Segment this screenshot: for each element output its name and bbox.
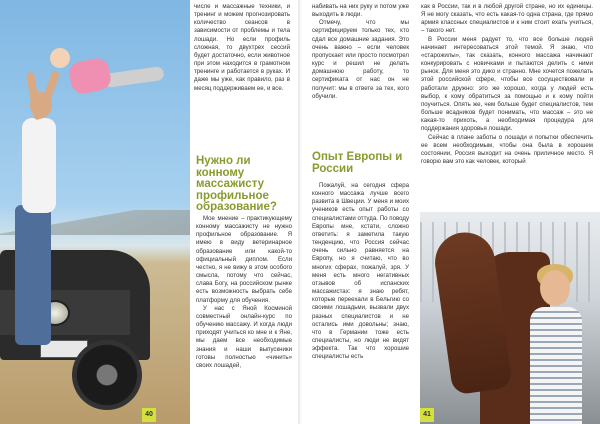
paragraph: как в России, так и в любой другой стране, но их единицы. Я не могу сказать, что есть какая-то одна страна, где прямо армия классных специалистов и к ним стоит ехать учиться, – такого нет. xyxy=(421,3,593,35)
woman-lifting-child-photo xyxy=(0,0,190,424)
woman-legs xyxy=(15,205,51,345)
left-col2-top-text xyxy=(312,3,409,101)
paragraph: набивать на них руку и потом уже выходить в люди. xyxy=(312,3,409,19)
paragraph: Отмечу, что мы сертифицируем только тех, кто сдал все домашние задания. Это очень важно – если человек пропускает или просто посмотрел курс и решил не делать домашнюю работу, то сертификата от нас он не получит: мы в ответе за тех, кого обучили. xyxy=(312,19,409,100)
left-col2-bottom-text xyxy=(312,182,409,361)
page-number-right: 41 xyxy=(420,408,434,422)
child-head xyxy=(50,48,70,68)
jeep-wheel xyxy=(72,340,142,410)
page-number-left: 40 xyxy=(142,408,156,422)
paragraph: У нас с Яной Косминой совместный онлайн-курс по обучению массажу. И когда люди приходят учиться ко мне и к Яне, мы даем все необходимые знания и наши выпускники готовы полностью «чинить» своих лошадей, xyxy=(196,304,292,369)
woman-torso xyxy=(22,118,56,213)
child-torso xyxy=(67,56,113,96)
paragraph: Мое мнение – практикующему конному массажисту не нужно профильное образование. Я имею в виду ветеринарное образование или какой-то официальный диплом. Если честно, я не вижу в этом особого смысла, потому что сейчас, слава Богу, на российском рынке есть возможность выбрать себе платформу для обучения. xyxy=(196,215,292,304)
paragraph: В России меня радует то, что все больше людей начинает интересоваться этой темой. Я знаю, что «старожилы», так сказать, конного массажа начинают конкурировать с новичками и пытаются делить с ними рынок. Для меня это дико и странно. Мне хочется пожелать этой российской сфере, чтобы все сосуществовали и работали дружно: это же хорошо, когда у людей есть выбор, к кому обратиться за помощью и к кому пойти поучиться. Опять же, чем больше будет специалистов, тем больше всадников будет понимать, что массаж – это не какая-то прихоть, а необходимая процедура для поддержания здоровья лошади. xyxy=(421,35,593,133)
girl-torso xyxy=(530,307,582,424)
paragraph: Пожалуй, на сегодня сфера конного массажа лучше всего развита в Швеции. У меня и моих учеников есть опыт работы со специалистами оттуда. По поводу Европы мне, кстати, сложно ответить: я заметила такую тенденцию, что Россия сейчас очень сильно равняется на Европу, но я считаю, что во многих сферах, пожалуй, зря. У меня есть много негативных отзывов об испанских массажистах: я знаю ребят, которые переехали в Бельгию со своими лошадьми, вызвали двух разных специалистов и не остались ими довольны; знаю, что в Германии тоже есть специалисты, но люди не видят эффекта. Так что хорошие специалисты есть xyxy=(312,182,409,361)
child-legs xyxy=(103,66,164,88)
paragraph: числе и массажные техники, и тренинг и можем прогнозировать количество сеансов в зависимости от проблемы и тела лошади. Но если профиль сложная, то двухтрех сессий будет достаточно, если животное при этом находится в грамотном тренинге и работается в руках. И даже мы уже, как правило, раз в месяц поддерживаем ее, и все. xyxy=(194,3,290,92)
paragraph: Сейчас в плане заботы о лошади и попытки обеспечить ее всем необходимым, чтобы она была в хорошем состоянии, Россия выходит на очень приличное место. Я говорю вам это как человек, который xyxy=(421,133,593,165)
right-page-text xyxy=(421,3,593,166)
girl-head xyxy=(540,270,570,306)
section-heading-education: Нужно ли конному массажисту профильное образование? xyxy=(196,155,277,213)
left-col1-top-text xyxy=(194,3,290,93)
page-gutter xyxy=(298,0,302,424)
section-heading-europe-russia: Опыт Европы и России xyxy=(312,151,403,175)
left-col1-bottom-text xyxy=(196,215,292,370)
girl-with-horse-photo xyxy=(420,212,600,424)
